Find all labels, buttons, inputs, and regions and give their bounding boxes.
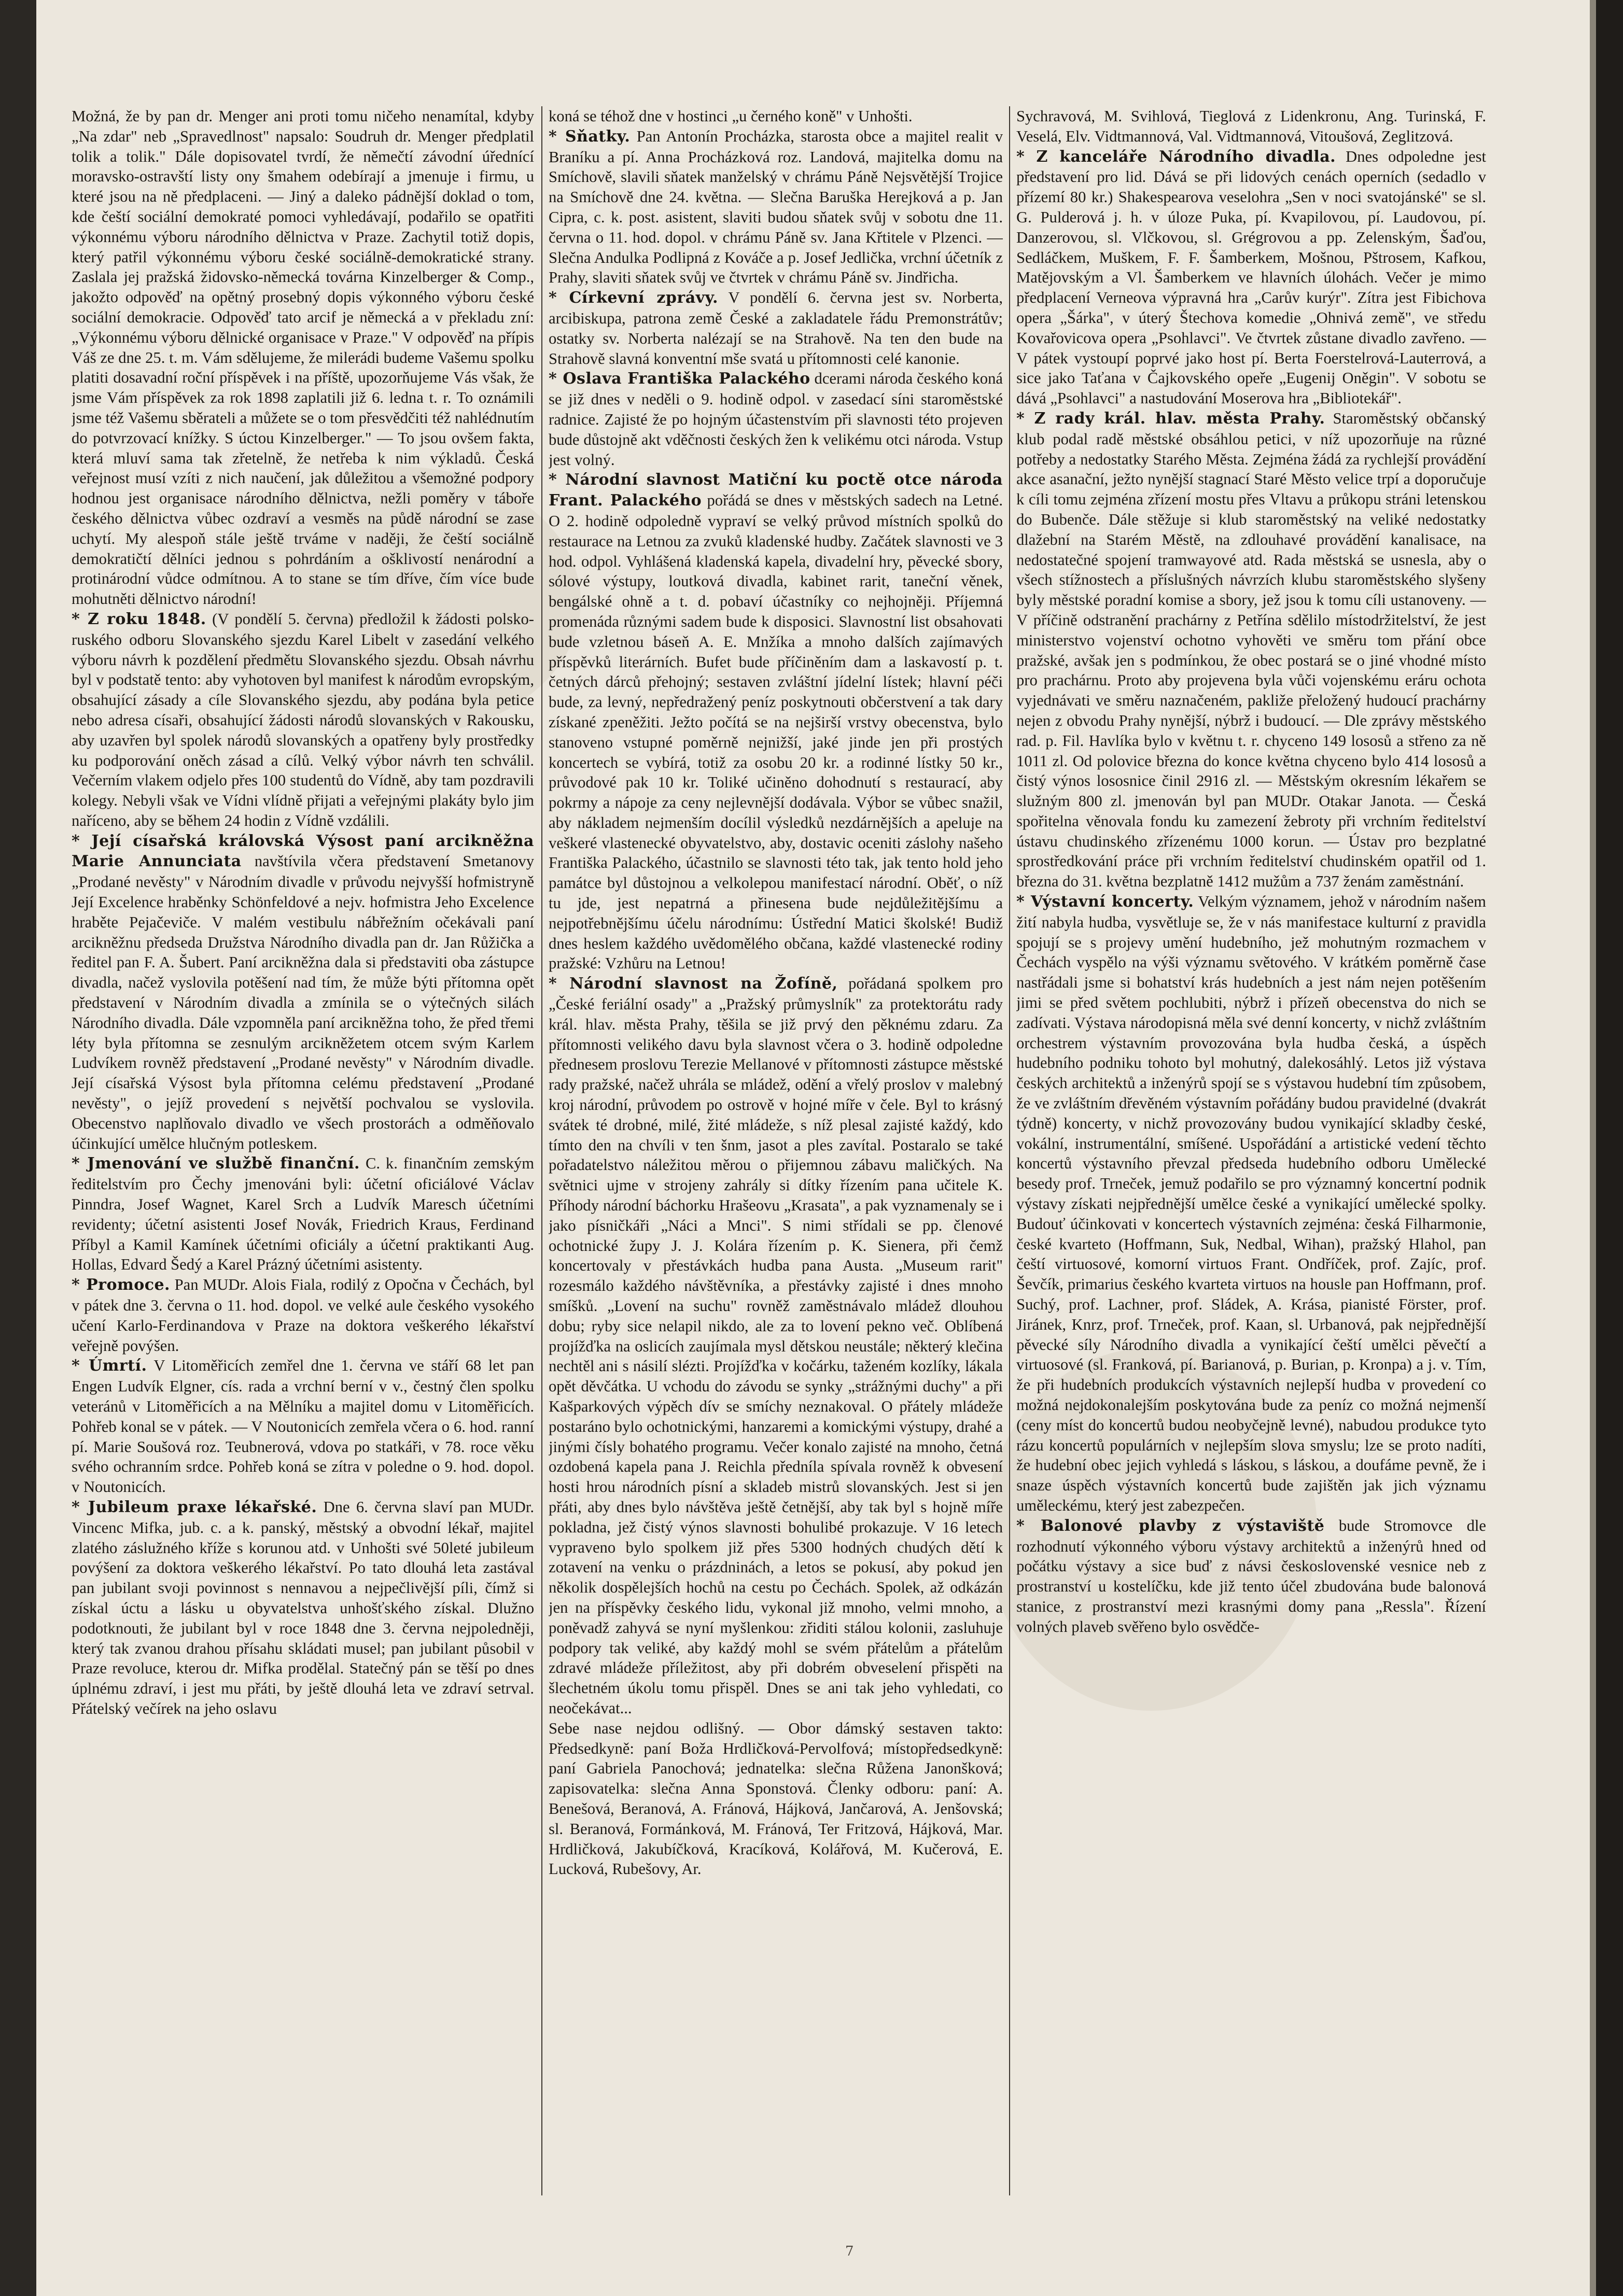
article-paragraph xyxy=(549,288,1003,369)
article-text: Pan MUDr. Alois Fiala, rodilý z Opočna v Čechách, byl v pátek dne 3. června o 11. hod. dopol. ve velké aule českého vysokého učení Karlo-Ferdinandova v Praze na doktora veškerého lékařství veřejně povýšen. xyxy=(72,1276,534,1355)
article-headline: * Jmenování ve službě finanční. xyxy=(72,1154,360,1173)
article-text: V Litoměřicích zemřel dne 1. června ve stáří 68 let pan Engen Ludvík Elgner, cís. rada a vrchní berní v v., čestný člen spolku veteránů v Litoměřicích a na Mělníku a majitel domu v Litoměřicích. Pohřeb konal se v pátek. — V Noutonicích zemřela včera o 6. hod. ranní pí. Marie Soušová roz. Teubnerová, vdova po statkáři, v 78. roce věku svého ochranním srdce. Pohřeb koná se zítra v poledne o 9. hod. dopol. v Noutonicích. xyxy=(72,1357,534,1496)
article-headline: * Z kanceláře Národního divadla. xyxy=(1016,147,1336,166)
article-headline: * Její císařská královská Výsost paní arcikněžna Marie Annunciata xyxy=(72,832,534,871)
article-paragraph xyxy=(72,831,534,1154)
article-text: Dne 6. června slaví pan MUDr. Vincenc Mifka, jub. c. a k. panský, městský a obvodní lékař, majitel zlatého záslužného kříže s korunou atd. v Unhošti své 50leté jubileum povýšení za doktora veškerého lékařství. Po tato dlouhá leta zastával pan jubilant svoji povinnost s nennavou a nejpečlivější píli, čímž si získal úctu a lásku u obyvatelstva unhošťského získal. Dlužno podotknouti, že jubilant byl v roce 1848 dne 3. června nejpoledněji, který tak zvanou drahou přísahu skládati musel; pan jubilant působil v Praze revoluce, kterou dr. Mifka prodělal. Statečný pán se těší po dnes úplnému zdraví, i jest mu přáti, by ještě dlouhá leta ve zdraví setrval. Přátelský večírek na jeho oslavu xyxy=(72,1498,534,1717)
article-paragraph xyxy=(72,1497,534,1719)
column-1 xyxy=(72,106,534,2195)
article-headline: * Promoce. xyxy=(72,1276,171,1294)
article-text: dcerami národa českého koná se již dnes v neděli o 9. hodině odpol. v zasedací síni staroměstské radnice. Zajisté že po hojným účastenstvím při slavnosti této projeven bude důstojně akt vděčnosti českých žen k velikému otci národa. Vstup jest volný. xyxy=(549,370,1003,469)
article-paragraph xyxy=(72,1275,534,1356)
article-headline: * Balonové plavby z výstaviště xyxy=(1016,1516,1325,1535)
article-text: Dnes odpoledne jest představení pro lid. Dává se při lidových cenách operních (sedadlo v přízemí 80 kr.) Shakespearova veselohra „Sen v noci svatojánské" se sl. G. Pulderová j. h. v úloze Puka, pí. Kvapilovou, pí. Laudovou, pí. Danzerovou, sl. Vlčkovou, sl. Grégrovou a pp. Zelenským, Šaďou, Sedláčkem, Muškem, F. F. Šamberkem, Mošnou, Pštrosem, Kafkou, Matějovským a Vl. Šamberkem ve hlavních úlohách. Večer je mimo předplacení Verneova výpravná hra „Carův kurýr". Zítra jest Fibichova opera „Šárka", v úterý Štechova komedie „Ohnivá země", ve středu Kovařovicova opera „Psohlavci". Ve čtvrtek zůstane divadlo zavřeno. — V pátek vystoupí poprvé jako host pí. Berta Foerstelrová-Lauterrová, a sice jako Taťana v Čajkovského opeře „Eugenij Oněgin". V sobotu se dává „Psohlavci" a nastudování Moserova hra „Bibliotekář". xyxy=(1016,147,1486,407)
article-text: navštívila včera představení Smetanovy „Prodané nevěsty" v Národním divadle v průvodu nejvyšší hofmistryně Její Excelence hraběnky Schönfeldové a nejv. hofmistra Jeho Excelence hraběte Pejačeviče. V malém vestibulu nábřežním očekávali paní arcikněžnu předseda Družstva Národního divadla pan dr. Jan Růžička a ředitel pan F. A. Šubert. Paní arcikněžna dala si představiti oba zástupce divadla, načež vyslovila potěšení nad tím, že může býti přítomna opět představení v Národním divadla a zmínila se o výtečných silách Národního divadla. Dále vzpomněla paní arcikněžna toho, že před třemi léty byla přítomna se zesnulým arcikněžetem otcem svým Karlem Ludvíkem rovněž představení „Prodané nevěsty" v Národním divadle. Její císařská Výsost byla přítomna celému představení „Prodané nevěsty", o jejíž provedení s největší pochvalou se vyslovila. Obecenstvo naplňovalo divadlo ve všech prostorách a odměňovalo účinkující umělce hlučným potleskem. xyxy=(72,852,534,1152)
article-paragraph xyxy=(549,126,1003,288)
column-3 xyxy=(1016,106,1486,2195)
article-headline: * Z roku 1848. xyxy=(72,610,206,628)
article-text: C. k. finančním zemským ředitelstvím pro Čechy jmenováni byli: účetní oficiálové Václav Pinndra, Josef Wagnet, Karel Srch a Ludvík Maresch účetními revidenty; účetní asistenti Josef Novák, Friedrich Kraus, Ferdinand Příbyl a Kamil Kamínek účetními oficiály a účetní praktikanti Aug. Hollas, Edvard Šedý a Karel Prázný účetními asistenty. xyxy=(72,1154,534,1274)
scan-edge-right xyxy=(1596,0,1623,2296)
article-text: Velkým významem, jehož v národním našem žití nabyla hudba, vysvětluje se, že v nás manifestace kulturní z pravidla spojují se s projevy umění hudebního, jež mohutným rozmachem v Čechách vyspělo na výši významu světového. V krátkém poměrně čase nastřádali jsme si bohatství krás hudebních a jest nám nejen potěšením jimi se před světem pochlubiti, nýbrž i přízeň obecenstva do nich se zadívati. Výstava národopisná měla své denní koncerty, v nichž zvláštním orchestrem výstavním provozována byla hudba česká, a úspěch hudebního podniku tohoto byl mohutný, dalekosáhlý. Letos již výstava českých architektů a inženýrů spojí se s výstavou hudební tím způsobem, že ve zvláštním dřevěném výstavním pořádány budou pravidelné (dvakrát týdně) koncerty, v nichž provozovány budou vynikající skladby české, vokální, instrumentální, smíšené. Uspořádání a artistické vedení těchto koncertů výstavního převzal předseda hudebního odboru Umělecké besedy prof. Trneček, jemuž podařilo se pro významný koncertní podnik výstavy získati nejpřednější umělce české a vynikající umělecké spolky. Budouť účinkovati v koncertech výstavních zejména: česká Filharmonie, české kvarteto (Hoffmann, Suk, Nedbal, Wihan), pražský Hlahol, pan čeští virtuosové, komorní virtuos Frant. Ondříček, prof. Zajíc, prof. Ševčík, primarius českého kvarteta virtuos na housle pan Hoffmann, prof. Suchý, prof. Lachner, prof. Sládek, A. Krása, pianisté Förster, prof. Jiránek, Knrz, prof. Trneček, prof. Kaan, sl. Urbanová, pak nejpřednější pěvecké síly Národního divadla a vynikající čeští umělci pěvečtí a virtuosové (sl. Franková, pí. Barianová, p. Burian, p. Kronpa) a j. v. Tím, že při hudebních produkcích výstavních nejlepší hudba v provedení co možná nejdokonalejším poskytována bude za peníz co možná nejmenší (ceny míst do koncertů budou neobyčejně levné), nabudou produkce tyto rázu koncertů populárních v nejlepším slova smyslu; lze se proto nadíti, že hudební obec jejich vyhledá s láskou, s láskou, a doufáme pevně, že i snaze úspěch výstavních koncertů bude zajištěn jak jich významu uměleckému, který jest zabezpečen. xyxy=(1016,893,1486,1514)
article-paragraph xyxy=(549,470,1003,974)
article-text: V pondělí 6. června jest sv. Norberta, arcibiskupa, patrona země České a zakladatele řádu Premonstrátův; ostatky sv. Norberta nalézají se na Strahově. Na ten den bude na Strahově slavná konventní mše svatá u přítomnosti celé kanonie. xyxy=(549,289,1003,368)
article-headline: * Z rady král. hlav. města Prahy. xyxy=(1016,409,1325,428)
article-headline: * Národní slavnost na Žofíně, xyxy=(549,975,838,993)
article-headline: * Sňatky. xyxy=(549,127,631,146)
article-headline: * Jubileum praxe lékařské. xyxy=(72,1498,317,1516)
article-text: (V pondělí 5. června) předložil k žádosti polsko-ruského odboru Slovanského sjezdu Karel Libelt v zasedání velkého výboru návrh k pozdělení předmětu Slovanského sjezdu. Obsah návrhu byl v podstatě tento: aby vyhotoven byl manifest k národům evropským, obsahující zásady a cíle Slovanského sjezdu, aby podána byla petice nebo adresa císaři, obsahující žádosti národů slovanských v Rakousku, aby uzavřen byl spolek národů slovanských a opatřeny byly prostředky ku podporování oněch zásad a cílů. Velký výbor návrh ten schválil. Večerním vlakem odjelo přes 100 studentů do Vídně, aby tam pozdravili kolegy. Nebyli však ve Vídni vlídně přijati a veřejnými plakáty bylo jim naříceno, aby se během 24 hodin z Vídně vzdálili. xyxy=(72,610,534,829)
article-paragraph xyxy=(1016,409,1486,892)
article-paragraph xyxy=(549,106,1003,126)
article-text: Staroměstský občanský klub podal radě městské obsáhlou petici, v níž upozorňuje na různé potřeby a nedostatky Starého Města. Zejména žádá za rychlejší provádění akce asanační, ježto nynější stagnací Staré Město velice trpí a doporučuje k cíli tomu zejména zřízení mostu přes Vltavu a průkopu stráni letenskou do Bubenče. Dále stěžuje si klub staroměstský na veliké nedostatky dlažební na Starém Městě, na zdlouhavé provádění kanalisace, na nedostatečné spojení tramwayové atd. Rada městská se usnesla, aby o všech stížnostech a příslušných návrzích klubu staroměstského slyšeny byly městské poradní komise a sbory, jež jsou k tomu cíli ustanoveny. — V příčině odstranění prachárny z Petřína sdělilo místodržitelství, že jest ministerstvo vojenství ochotno vyhověti ve směru tom přání obce pražské, avšak jen s podmínkou, že obec postará se o jiné vhodné místo pro prachárnu. Proto aby projevena byla vůči vojenskému eráru ochota vyjednávati ve směru naznačeném, pakliže přeložený hudoucí prachárny nejen z obvodu Prahy nynější, nýbrž i budoucí. — Dle zprávy městského rad. p. Fil. Havlíka bylo v květnu t. r. chyceno 149 lososů a střeno za ně 1011 zl. Od polovice března do konce května chyceno bylo 414 lososů a čistý výnos lososnice činil 2916 zl. — Městským okresním lékařem se služným 800 zl. jmenován byl pan MUDr. Otakar Janota. — Česká spořitelna věnovala fondu ku zamezení žebroty při vrchním ředitelství ústavu chudinského zřízenému 1000 korun. — Ústav pro bezplatné sprostředkování práce při vrchním ředitelství chudinském opatřil od 1. března do 31. května bezplatně 1412 mužům a 737 ženám zaměstnání. xyxy=(1016,409,1486,891)
article-paragraph xyxy=(1016,1516,1486,1637)
article-text: Sebe nase nejdou odlišný. — Obor dámský sestaven takto: Předsedkyně: paní Boža Hrdličková-Pervolfová; místopředsedkyně: paní Gabriela Panochová; jednatelka: slečna Růžena Janonšková; zapisovatelka: slečna Anna Sponstová. Členky odboru: paní: A. Benešová, Beranová, A. Fránová, Hájková, Jančarová, A. Jenšovská; sl. Beranová, Formánková, M. Fránová, Ter Fritzová, Hájková, Mar. Hrdličková, Jakubíčková, Kracíková, Kolářová, M. Kučerová, E. Lucková, Rubešovy, Ar. xyxy=(549,1719,1003,1878)
article-text: Sychravová, M. Svihlová, Tieglová z Lidenkronu, Ang. Turinská, F. Veselá, Elv. Vidtmannová, Val. Vidtmannová, Vitoušová, Zeglitzová. xyxy=(1016,107,1486,145)
article-text: pořádaná spolkem pro „České feriální osady" a „Pražský průmyslník" za protektorátu rady král. hlav. města Prahy, těšila se již prvý den pěknému zdaru. Za přítomnosti velikého davu byla slavnost včera o 3. hodině odpoledne přednesem proslovu Terezie Mellanové v přítomnosti zástupce městské rady pražské, načež uhrála se mládež, odění a vřelý proslov v malebný kroj národní, průvodem po ostrově v hojné míře v čele. Byl to krásný svátek té drobné, milé, žité mládeže, s níž plesal zajisté každý, kdo tímto den na chvíli v ten šnm, jasot a ples zavítal. Postaralo se také pořadatelstvo náležitou měrou o přijemnou zábavu maličkých. Na světnici ujme v strojeny zahrály si dítky řízením pana učitele K. Příhody národní báchorku Hrašeovu „Krasata", a pak vyznamenaly se i jako písničkáři „Náci a Mnci". S nimi střídali se pp. členové ochotnické župy J. J. Kolára řízením p. K. Sienera, při čemž koncertovaly v přestávkách hudba pana Austa. „Museum rarit" rozesmálo každého návštěvníka, a přestávky zajisté i dnes mnoho smíšků. „Lovení na suchu" rovněž zaměstnávalo mládež dlouhou dobu; ryby sice nelapil nikdo, ale za to lovení pekno več. Oblíbená projížďka na oslicích zaujímala mysl dětskou neustále; některý klečina nechtěl ani s násilí slézti. Projížďka v kočárku, taženém kozlíky, lákala opět děvčátka. U vchodu do závodu se synky „strážnými duchy" a při Kašparkových výpěch dív se smíchy neznakoval. O přátely mládeže postaráno bylo ochotnickými, hanzaremi a komickými výstupy, drahé a jinými čísly bohatého programu. Večer konalo zajisté na mnoho, četná ozdobená kapela pana J. Reichla předníla spívala rovněž k obvesení hosti hrou národních písní a skladeb mistrů slovanských. Jest si jen přáti, aby dnes bylo návštěva ještě četnější, aby tak byl s hojně míře pokladna, jež čistý výnos slavnosti bohulibé prokazuje. V 16 letech vypraveno bylo spolkem již přes 5300 hodných chudých dětí k zotavení na venku o prázdninách, a letos se pokusí, aby pokud jen několik dospělejších hochů na cestu po Čechách. Spolek, až odkázán jen na příspěvky českého lidu, vykonal již mnoho, velmi mnoho, a poněvadž zahyvá se nyní myšlenkou: zřiditi stálou kolonii, zasluhuje podpory tak veliké, aby každý mohl se svém přátelům a přátelům zdravé mládeže příležitost, aby při dobrém obveselení přispěti na šlechetném úkolu tomu přispěl. Dnes se ani tak jeho vyhledati, co neočekávat... xyxy=(549,975,1003,1717)
article-paragraph xyxy=(72,106,534,609)
article-headline: * Národní slavnost Matiční ku poctě otce národa Frant. Palackého xyxy=(549,471,1003,510)
article-text: Možná, že by pan dr. Menger ani proti tomu ničeho nenamítal, kdyby „Na zdar" neb „Spravedlnost" napsalo: Soudruh dr. Menger předplatil tolik a tolik." Dále dopisovatel tvrdí, že němečtí závodní úřednící moravsko-ostravští listy ony šmahem odebírají a jmenuje i firmu, u které jsou na ně předplaceni. — Jiný a daleko pádnější doklad o tom, kde čeští sociální demokraté pomoci vyhledávají, podařilo se opatřiti výkonnému výboru národního dělnictva v Praze. Zachytil totiž dopis, který patřil výkonnému výboru české sociálně-demokratické strany. Zaslala jej pražská židovsko-německá továrna Kinzelberger & Comp., jakožto odpověď na opětný prosebný dopis výkonného výboru české sociální demokracie. Odpověď tato arcif je německá a v překladu zní: „Výkonnému výboru dělnické organisace v Praze." V odpověď na přípis Váš ze dne 25. t. m. Vám sdělujeme, že milerádi budeme Vašemu spolku platiti dosavadní roční příspěvek i na příště, upozorňujeme Vás však, že jsme Vám příspěvek za rok 1898 zaplatili již 6. ledna t. r. To oznámili jsme též Vašemu sběrateli a můžete se o tom přesvědčiti též nahlédnutím do potvrzovací knížky. S úctou Kinzelberger." — To jsou ovšem fakta, která mluví sama tak zřetelně, že netřeba k nim výkladů. Česká veřejnost musí vzíti z nich naučení, jak důležitou a všemožné podpory hodnou jest organisace národního dělnictva, nežli poměry v táboře českého dělnictva vůbec ozdraví a vesměs na půdě národní se zase uchytí. My alespoň stále ještě trváme v naději, že čeští sociálně demokratičtí dělníci jednou s pohrdáním a ošklivostí nenárodní a protinárodní vůdce odmítnou. A to stane se tím dříve, čím více bude mohutněti dělnictvo národní! xyxy=(72,107,534,608)
article-headline: * Oslava Františka Palackého xyxy=(549,370,810,388)
article-text: pořádá se dnes v městských sadech na Letné. O 2. hodině odpoledně vypraví se velký průvod místních spolků do restaurace na Letnou za zvuků kladenské hudby. Začátek slavnosti ve 3 hod. odpol. Vyhlášená kladenská kapela, divadelní hry, pěvecké sbory, sólové výstupy, loutková divadla, kabinet rarit, taneční věnek, bengálské ohně a t. d. pobaví účastníky co nejhojněji. Příjemná promenáda různými sadem bude k disposici. Slavnostní list obsahovati bude vzletnou báseň A. E. Mnžíka a mnoho dalších zajímavých příspěvků literárních. Bufet bude příčiněním dam a laskavostí p. t. četných dárců přehojný; sestaven zvláštní jídelní lístek; hlavní péči bude, za levný, nepředražený peníz poskytnouti občerstvení a tak dary získané zpeněžiti. Ježto počítá se na nejširší vrstvy obecenstva, bylo stanoveno vstupné poměrně nejnižší, jaké jinde jen při prostých koncertech se vybírá, totiž za osobu 20 kr. a rodinné lístky 50 kr., průvodové pak 10 kr. Toliké učiněno dohodnutí s restaurací, aby pokrmy a nápoje za ceny nejlevnější dodávala. Výbor se vůbec snažil, aby nákladem nejmenším docílil výsledků nezdárnějších a apeluje na veškeré vlastenecké obyvatelstvo, aby, dostavic oceniti záslohy našeho Františka Palackého, účastnilo se slavnosti této tak, jak tento hold jeho památce byl důstojnou a velkolepou manifestací národní. Oběť, o níž tu jde, jest nepatrná a přinesena bude nejdůležitějšímu a nejpotřebnějšímu účelu národnímu: Ústřední Matici školské! Budiž dnes heslem každého uvědomělého občana, každé vlastenecké rodiny pražské: Vzhůru na Letnou! xyxy=(549,491,1003,973)
page-body xyxy=(72,106,1487,2206)
scan-edge-left xyxy=(0,0,36,2296)
article-paragraph xyxy=(72,609,534,831)
article-paragraph xyxy=(1016,106,1486,147)
article-paragraph xyxy=(549,974,1003,1718)
article-paragraph xyxy=(549,1719,1003,1879)
article-paragraph xyxy=(72,1153,534,1275)
column-rule xyxy=(1009,106,1010,2195)
page-folio: 7 xyxy=(845,2244,854,2259)
article-headline: * Výstavní koncerty. xyxy=(1016,893,1194,911)
column-2 xyxy=(549,106,1003,2195)
article-paragraph xyxy=(1016,892,1486,1516)
article-paragraph xyxy=(1016,147,1486,409)
article-text: Pan Antonín Procházka, starosta obce a majitel realit v Braníku a pí. Anna Procházková roz. Landová, majitelka domu na Smíchově, slavili sňatek manželský v chrámu Páně Nejsvětější Trojice na Smíchově dne 24. května. — Slečna Baruška Herejková a p. Jan Cipra, c. k. post. asistent, slaviti budou sňatek svůj v sobotu dne 11. června o 11. hod. dopol. v chrámu Páně sv. Jana Křtitele v Plzenci. — Slečna Andulka Podlipná z Kováče a p. Josef Jedlička, vrchní účetník z Prahy, slaviti sňatek svůj ve čtvrtek v chrámu Páně sv. Jindřicha. xyxy=(549,127,1003,287)
article-paragraph xyxy=(549,369,1003,470)
article-paragraph xyxy=(72,1356,534,1497)
article-text: koná se téhož dne v hostinci „u černého koně" v Unhošti. xyxy=(549,107,913,125)
column-rule xyxy=(541,106,542,2195)
article-text: bude Stromovce dle rozhodnutí výkonného výboru výstavy architektů a inženýrů hned od počátku výstavy a sice buď z návsi československé vesnice neb z prostranství u kostelíčku, kde již tento účel zbudována bude balonová stanice, z prostranství mezi krasnými domy pana „Ressla". Řízení volných plaveb svěřeno bylo osvědče- xyxy=(1016,1516,1486,1636)
article-headline: * Úmrtí. xyxy=(72,1357,147,1375)
article-headline: * Církevní zprávy. xyxy=(549,289,719,307)
